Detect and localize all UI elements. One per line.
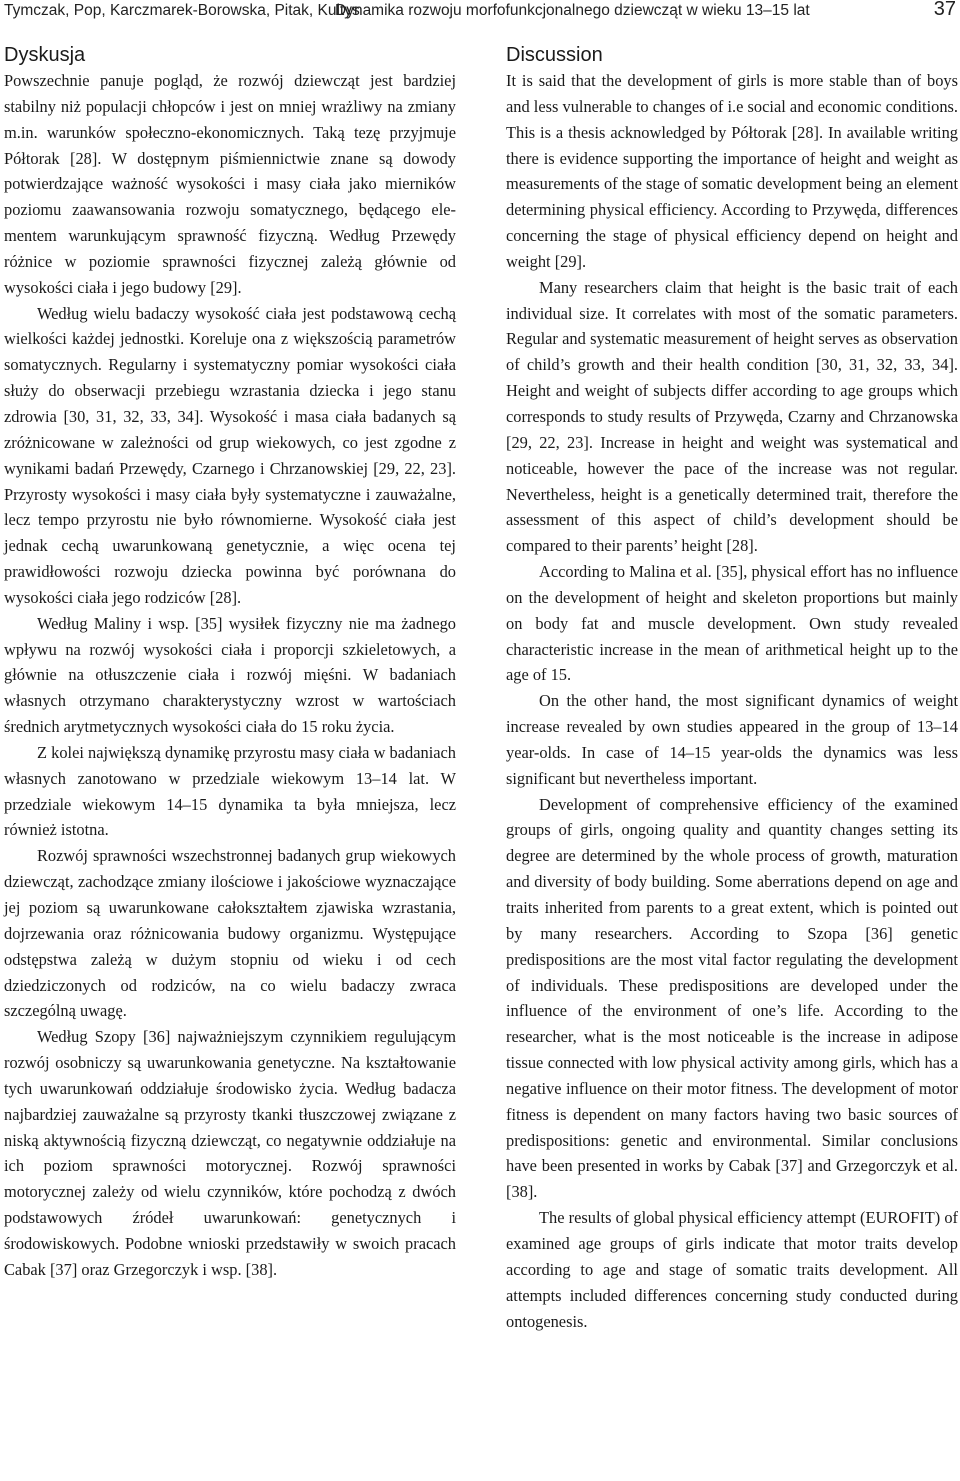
paragraph: Rozwój sprawności wszechstronnej badanych grup wiekowych dziewcząt, zachodzące zmiany ilościowe i jakościowe wyznaczające jej poziom są uwarunkowane całokształtem zjawiska wzrastania, dojrzewania oraz różnicowania budowy organizmu. Występujące odstępstwa zależą w dużym stopniu od wieku i od cech dziedziczonych od rodziców, na co wielu badaczy zwraca szczególną uwagę.: [4, 846, 456, 1021]
paragraph: Według Szopy [36] najważniejszym czynnikiem regulującym rozwój osobniczy są uwarunkowania genetyczne. Na kształtowanie tych uwarunkowań oddziałuje środowisko życia. Według badacza najbardziej zauważalne są przyrosty tkanki tłuszczowej związane z niską aktywnością fizyczną dziewcząt, co negatywnie oddziałuje na ich poziom sprawności motorycznej. Rozwój sprawności motorycznej zależy od wielu czynników, które pochodzą z dwóch podstawowych źródeł uwarunkowań: genetycznych i środowiskowych. Podobne wnioski przedstawiły w swoich pracach Cabak [37] oraz Grzegorczyk i wsp. [38].: [4, 1027, 456, 1279]
paragraph: According to Malina et al. [35], physical effort has no influence on the development of height and skeleton proportions but mainly on body fat and muscle development. Own study revealed characteristic increase in the mean of arithmetical height up to the age of 15.: [506, 562, 958, 685]
page-number: 37: [933, 0, 956, 20]
running-header: [4, 0, 956, 24]
section-heading-discussion: Discussion: [506, 44, 603, 66]
paragraph: Z kolei największą dynamikę przyrostu masy ciała w badaniach własnych zanotowano w przedziale wiekowym 13–14 lat. W przedziale wiekowym 14–15 dynamika ta była mniejsza, lecz również istotna.: [4, 742, 456, 840]
paragraph: On the other hand, the most significant dynamics of weight increase revealed by own studies appeared in the group of 13–14 year-olds. In case of 14–15 year-olds the dynamics was less significant but nevertheless important.: [506, 691, 958, 788]
section-heading-dyskusja: Dyskusja: [4, 44, 86, 66]
paragraph: Many researchers claim that height is the basic trait of each individual size. It correlates with most of the somatic parameters. Regular and systematic measurement of height serves as observation of child’s growth and their health condition [30, 31, 32, 33, 34]. Height and weight of subjects differ according to age groups which corresponds to study results of Przywęda, Czarny and Chrzanowska [29, 22, 23]. Increase in height and weight was systematical and noticeable, however the pace of the increase was not regular. Nevertheless, height is a genetically determined trait, therefore the assessment of this aspect of child’s development should be compared to their parents’ height [28].: [506, 277, 958, 556]
paragraph: The results of global physical efficiency attempt (EUROFIT) of examined age groups of girls indicate that motor traits develop according to age and stage of somatic traits development. All attempts included differences concerning study conducted during ontogenesis.: [506, 1208, 958, 1331]
left-column-polish: [4, 42, 456, 1283]
header-authors: Tymczak, Pop, Karczmarek-Borowska, Pitak, Kultys: [4, 2, 360, 19]
paragraph: It is said that the development of girls is more stable than of boys and less vulnerable to changes of i.e social and economic conditions. This is a thesis acknowledged by Półtorak [28]. In available writing there is evidence supporting the importance of height and weight as measurements of the stage of somatic development being an element determining physical efficiency. According to Przywęda, differences concerning the stage of physical efficiency depend on height and weight [29].: [506, 71, 958, 271]
header-article-title: Dynamika rozwoju morfofunkcjonalnego dziewcząt w wieku 13–15 lat: [335, 2, 810, 19]
paragraph: Powszechnie panuje pogląd, że rozwój dziewcząt jest bardziej stabilny niż populacji chłopców i jest on mniej wrażliwy na zmiany m.in. warunków społeczno-ekonomicznych. Taką tezę przyjmuje Półtorak [28]. W dostępnym piśmiennictwie znane są dowody potwierdzające ważność wysokości i masy ciała jako mierników poziomu zaawansowania rozwoju somatycznego, będącego elementem warunkującym sprawność fizyczną. Według Przewędy różnice w poziomie sprawności fizycznej zależą głównie od wysokości ciała i jego budowy [29].: [4, 71, 456, 297]
paragraph: Według Maliny i wsp. [35] wysiłek fizyczny nie ma żadnego wpływu na rozwój wysokości ciała i proporcji szkieletowych, a głównie na otłuszczenie ciała i rozwój mięśni. W badaniach własnych otrzymano charakterystyczny wzrost w wartościach średnich arytmetycznych wysokości ciała do 15 roku życia.: [4, 613, 456, 737]
right-column-english: [506, 42, 958, 1334]
paragraph: Według wielu badaczy wysokość ciała jest podstawową cechą wielkości każdej jednostki. Koreluje ona z większością parametrów somatycznych. Regularny i systematyczny pomiar wysokości ciała służy do obserwacji przebiegu wzrastania dziecka i jego stanu zdrowia [30, 31, 32, 33, 34]. Wysokość i masa ciała badanych są zróżnicowane w zależności od grup wiekowych, co jest zgodne z wynikami badań Przewędy, Czarnego i Chrzanowskiej [29, 22, 23]. Przyrosty wysokości i masy ciała były systematyczne i zauważalne, lecz tempo przyrostu nie było równomierne. Wysokość ciała jest jednak cechą uwarunkowaną genetycznie, a więc ocena tej prawidłowości rozwoju dziecka powinna być porównana do wysokości ciała jego rodziców [28].: [4, 303, 456, 607]
paragraph: Development of comprehensive efficiency of the examined groups of girls, ongoing quality and quantity changes setting its degree are determined by the whole process of growth, maturation and diversity of body building. Some aberrations depend on age and traits inherited from parents to a great extent, which is pointed out by many researchers. According to Szopa [36] genetic predispositions are the most vital factor regulating the development of individuals. These predispositions are developed under the influence of the environment of one’s life. According to the researcher, what is the most noticeable is the increase in adipose tissue connected with low physical activity among girls, which has a negative influence on their motor fitness. The development of motor fitness is dependent on many factors having two basic sources of predispositions: genetic and environmental. Similar conclusions have been presented in works by Cabak [37] and Grzegorczyk et al. [38].: [506, 794, 958, 1202]
